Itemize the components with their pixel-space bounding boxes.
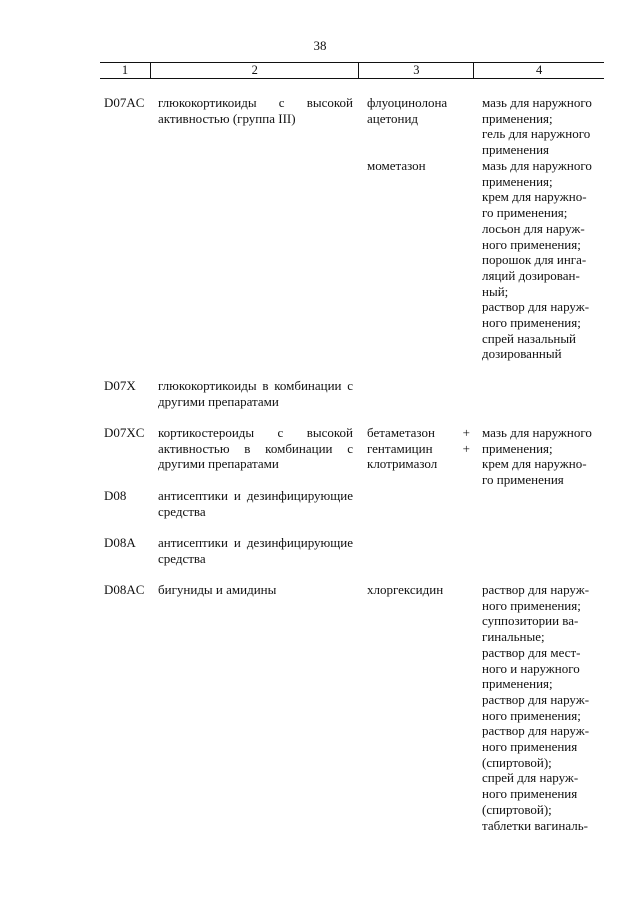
form-line: ного применения; bbox=[482, 707, 581, 723]
drug-line: мометазон bbox=[367, 158, 426, 173]
form-line: (спиртовой); bbox=[482, 754, 552, 770]
form-line: раствор для наруж- bbox=[482, 299, 590, 315]
drug-name bbox=[367, 95, 470, 126]
form-line: раствор для наруж- bbox=[482, 582, 590, 597]
group-description: глюкокортикоиды с высокой активностью (группа III) bbox=[158, 95, 353, 126]
form-line: раствор для наруж- bbox=[482, 723, 590, 739]
form-line: спрей для наруж- bbox=[482, 770, 579, 786]
form-line: раствор для наруж- bbox=[482, 691, 590, 707]
group-description: антисептики и дезинфицирующие средства bbox=[158, 535, 353, 566]
form-line: гель для наружного bbox=[482, 126, 591, 142]
dosage-forms bbox=[482, 158, 599, 362]
form-line: мазь для наружного bbox=[482, 425, 592, 440]
form-line: лосьон для наруж- bbox=[482, 220, 585, 236]
form-line: крем для наружно- bbox=[482, 456, 587, 472]
table-header bbox=[100, 62, 604, 79]
form-line: применения; bbox=[482, 110, 553, 126]
dosage-forms bbox=[482, 95, 599, 158]
drug-line: клотримазол bbox=[367, 456, 438, 472]
group-description: глюкокортикоиды в комбинации с другими препаратами bbox=[158, 378, 353, 409]
drug-name bbox=[367, 425, 470, 472]
form-line: суппозитории ва- bbox=[482, 613, 579, 629]
form-line: применения bbox=[482, 142, 550, 158]
drug-line: хлоргексидин bbox=[367, 582, 444, 597]
form-line: го применения bbox=[482, 472, 564, 488]
page-number: 38 bbox=[313, 38, 327, 53]
plus-sign: + bbox=[462, 425, 470, 440]
form-line: (спиртовой); bbox=[482, 801, 552, 817]
form-line: порошок для инга- bbox=[482, 252, 587, 268]
drug-line: гентамицин bbox=[367, 440, 433, 456]
form-line: ного и наружного bbox=[482, 660, 580, 676]
group-description: бигуниды и амидины bbox=[158, 582, 277, 597]
atc-code: D08A bbox=[104, 535, 136, 550]
header-col-1: 1 bbox=[100, 63, 151, 78]
plus-sign: + bbox=[462, 440, 470, 456]
form-line: ного применения bbox=[482, 786, 578, 802]
form-line: ляций дозирован- bbox=[482, 267, 580, 283]
form-line: го применения; bbox=[482, 205, 568, 221]
group-description: антисептики и дезинфицирующие средства bbox=[158, 488, 353, 519]
dosage-forms bbox=[482, 582, 599, 833]
atc-code: D08 bbox=[104, 488, 127, 503]
form-line: применения; bbox=[482, 173, 553, 189]
form-line: гинальные; bbox=[482, 629, 545, 645]
form-line: ного применения; bbox=[482, 315, 581, 331]
form-line: ный; bbox=[482, 283, 509, 299]
form-line: раствор для мест- bbox=[482, 644, 581, 660]
atc-code: D08AC bbox=[104, 582, 145, 597]
form-line: дозированный bbox=[482, 346, 562, 362]
form-line: применения; bbox=[482, 440, 553, 456]
form-line: таблетки вагиналь- bbox=[482, 817, 588, 833]
header-col-3: 3 bbox=[359, 63, 474, 78]
drug-name bbox=[367, 158, 470, 174]
drug-line: ацетонид bbox=[367, 110, 419, 126]
form-line: мазь для наружного bbox=[482, 95, 592, 110]
form-line: мазь для наружного bbox=[482, 158, 592, 173]
drug-line: бетаметазон bbox=[367, 425, 435, 440]
form-line: спрей назальный bbox=[482, 330, 577, 346]
drug-line: флуоцинолона bbox=[367, 95, 448, 110]
form-line: применения; bbox=[482, 676, 553, 692]
header-col-4: 4 bbox=[535, 63, 543, 77]
header-col-2: 2 bbox=[151, 63, 360, 78]
form-line: ного применения; bbox=[482, 597, 581, 613]
atc-code: D07AC bbox=[104, 95, 145, 110]
atc-code: D07X bbox=[104, 378, 136, 393]
form-line: ного применения; bbox=[482, 236, 581, 252]
group-description: кортикостероиды с высокой активностью в комбинации с другими препаратами bbox=[158, 425, 353, 472]
drug-name bbox=[367, 582, 470, 598]
form-line: ного применения bbox=[482, 739, 578, 755]
atc-code: D07XC bbox=[104, 425, 145, 440]
dosage-forms bbox=[482, 425, 599, 488]
form-line: крем для наружно- bbox=[482, 189, 587, 205]
